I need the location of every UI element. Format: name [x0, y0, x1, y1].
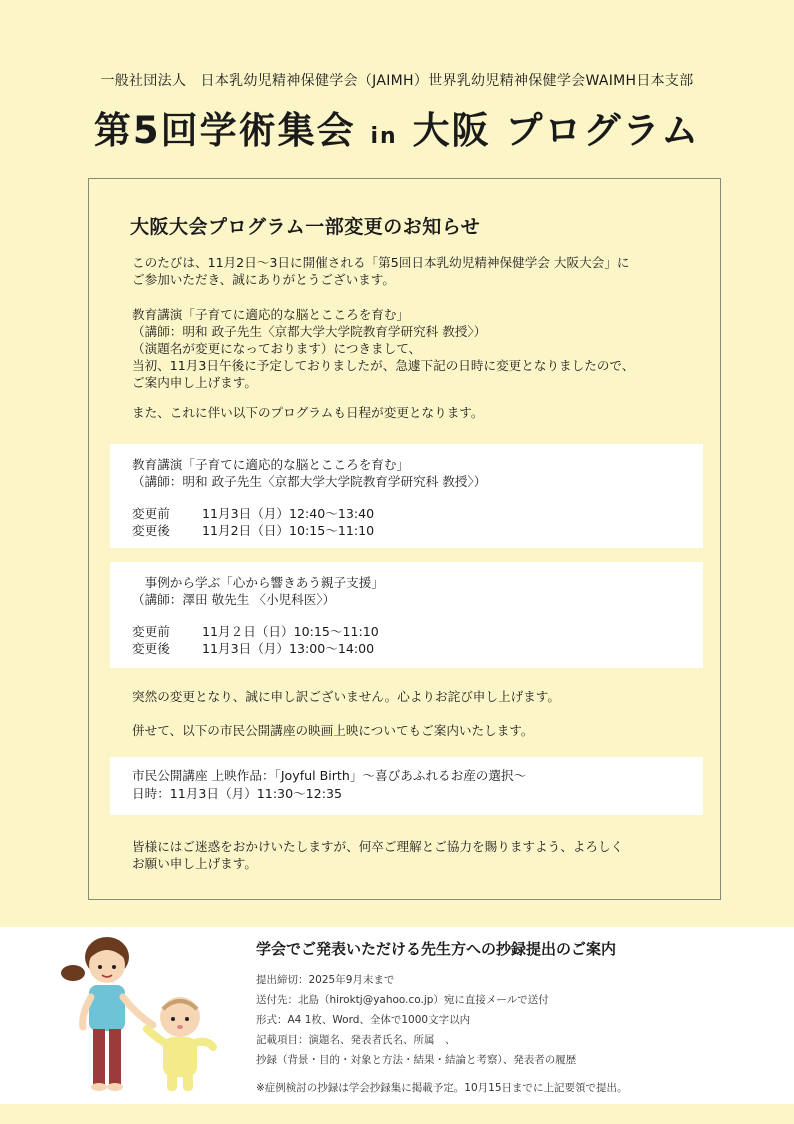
box2-line2: （講師：澤田 敬先生 〈小児科医〉） [132, 592, 336, 607]
mother-baby-illustration [55, 935, 230, 1100]
p4: 突然の変更となり、誠に申し訳ございません。心よりお詫び申し上げます。 [132, 689, 560, 704]
box1-before [132, 505, 374, 522]
p6-line2: お願い申し上げます。 [132, 856, 257, 871]
box2-after-value: 11月3日（月）13:00〜14:00 [202, 641, 375, 656]
box2-before [132, 623, 379, 640]
p6-line1: 皆様にはご迷惑をおかけいたしますが、何卒ご理解とご協力を賜りますよう、よろしく [132, 839, 624, 854]
abstract-line-1: 提出締切：2025年9月末まで [256, 974, 395, 986]
org-line: 一般社団法人 日本乳幼児精神保健学会（JAIMH）世界乳幼児精神保健学会WAIMH日本支部 [100, 73, 694, 89]
box2-after-label: 変更後 [132, 641, 170, 656]
abstract-line-4: 記載項目：演題名、発表者氏名、所属 、 [256, 1034, 456, 1046]
title-city: 大阪 プログラム [412, 109, 701, 152]
box1-line1: 教育講演「子育てに適応的な脳とこころを育む」 [132, 457, 410, 472]
film-line1: 市民公開講座 上映作品：「Joyful Birth」〜喜びあふれるお産の選択〜 [132, 768, 527, 783]
abstract-line-3: 形式：A4 1枚、Word、全体で1000文字以内 [256, 1014, 471, 1026]
p2-line2: （講師：明和 政子先生〈京都大学大学院教育学研究科 教授〉） [132, 324, 487, 339]
p3: また、これに伴い以下のプログラムも日程が変更となります。 [132, 405, 484, 420]
page-title [0, 100, 794, 154]
p2-line1: 教育講演「子育てに適応的な脳とこころを育む」 [132, 307, 410, 322]
abstract-note: ※症例検討の抄録は学会抄録集に掲載予定。10月15日までに上記要領で提出。 [256, 1082, 628, 1094]
box1-line2: （講師：明和 政子先生〈京都大学大学院教育学研究科 教授〉） [132, 474, 487, 489]
box1-after-label: 変更後 [132, 523, 170, 538]
box1-after [132, 522, 374, 539]
p2-line5: ご案内申し上げます。 [132, 375, 257, 390]
abstract-title: 学会でご発表いただける先生方への抄録提出のご案内 [256, 940, 617, 958]
box2-before-value: 11月２日（日）10:15〜11:10 [202, 624, 379, 639]
title-in: in [370, 124, 398, 149]
abstract-line-5: 抄録（背景・目的・対象と方法・結果・結論と考察）、発表者の履歴 [256, 1054, 577, 1066]
box2-line1: 事例から学ぶ「心から響きあう親子支援」 [132, 575, 384, 590]
box2-before-label: 変更前 [132, 624, 170, 639]
change-box-1 [110, 444, 703, 548]
p2-line3: （演題名が変更になっております）につきまして、 [132, 341, 422, 356]
film-box [110, 757, 703, 815]
film-line2: 日時：11月3日（月）11:30〜12:35 [132, 786, 342, 801]
box1-before-value: 11月3日（月）12:40〜13:40 [202, 506, 375, 521]
p2-line4: 当初、11月3日午後に予定しておりましたが、急遽下記の日時に変更となりましたので、 [132, 358, 635, 373]
box2-after [132, 640, 374, 657]
p1-line2: ご参加いただき、誠にありがとうございます。 [132, 272, 395, 287]
title-main: 第5回学術集会 [93, 109, 356, 152]
box1-before-label: 変更前 [132, 506, 170, 521]
p5: 併せて、以下の市民公開講座の映画上映についてもご案内いたします。 [132, 723, 534, 738]
abstract-line-2: 送付先：北島（hiroktj@yahoo.co.jp）宛に直接メールで送付 [256, 994, 549, 1006]
box1-after-value: 11月2日（日）10:15〜11:10 [202, 523, 375, 538]
notice-title: 大阪大会プログラム一部変更のお知らせ [130, 216, 481, 238]
p1-line1: このたびは、11月2日〜3日に開催される「第5回日本乳幼児精神保健学会 大阪大会」に [132, 255, 630, 270]
change-box-2 [110, 562, 703, 668]
